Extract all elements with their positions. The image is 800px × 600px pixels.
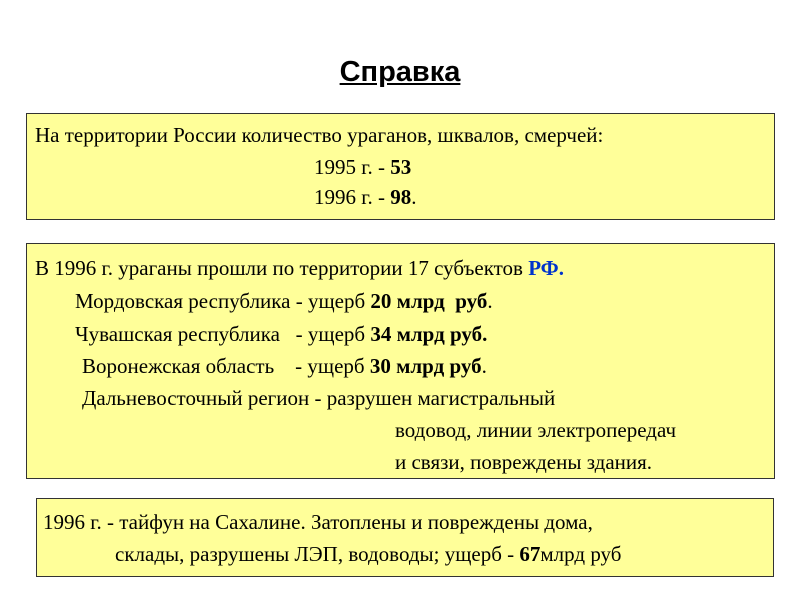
sakhalin-typhoon-box xyxy=(36,498,774,577)
fareast-line-1: Дальневосточный регион - разрушен магистральный xyxy=(82,386,556,410)
damage-item-value: 20 млрд руб xyxy=(370,289,488,313)
year-1995-line xyxy=(314,152,411,182)
damage-item-voronezh xyxy=(82,351,487,381)
year-1995-label: 1995 г. - xyxy=(314,155,391,179)
damage-item-label: Чувашская республика - ущерб xyxy=(75,322,371,346)
damage-item-value: 30 млрд руб xyxy=(369,354,482,378)
damage-item-label: Воронежская область - ущерб xyxy=(82,354,370,378)
year-1995-value: 53 xyxy=(390,155,412,179)
hurricane-count-box xyxy=(26,113,775,220)
year-1996-label: 1996 г. - xyxy=(314,185,391,209)
hurricane-count-intro: На территории России количество ураганов, шквалов, смерчей: xyxy=(35,123,604,147)
rf-abbrev: РФ. xyxy=(528,256,564,280)
damage-item-label: Мордовская республика - ущерб xyxy=(75,289,371,313)
sakhalin-line-1: 1996 г. - тайфун на Сахалине. Затоплены и повреждены дома, xyxy=(43,510,593,534)
year-1996-end: . xyxy=(411,185,417,209)
damage-item-end: . xyxy=(487,289,493,313)
fareast-line-3: и связи, повреждены здания. xyxy=(395,450,653,474)
damage-1996-box xyxy=(26,243,775,479)
fareast-line-2: водовод, линии электропередач xyxy=(395,418,677,442)
damage-item-end: . xyxy=(481,354,487,378)
damage-item-mordovia xyxy=(75,286,493,316)
sakhalin-damage-value: 67 xyxy=(519,542,541,566)
year-1996-line xyxy=(314,182,417,212)
sakhalin-line-2-pre: склады, разрушены ЛЭП, водоводы; ущерб - xyxy=(115,542,520,566)
damage-intro-text: В 1996 г. ураганы прошли по территории 17 субъектов xyxy=(35,256,529,280)
damage-item-value: 34 млрд руб. xyxy=(370,322,488,346)
page-title: Справка xyxy=(339,56,461,88)
damage-intro xyxy=(35,253,564,283)
sakhalin-line-2-post: млрд руб xyxy=(540,542,622,566)
sakhalin-line-2 xyxy=(115,539,621,569)
damage-item-chuvashia xyxy=(75,319,487,349)
year-1996-value: 98 xyxy=(390,185,412,209)
